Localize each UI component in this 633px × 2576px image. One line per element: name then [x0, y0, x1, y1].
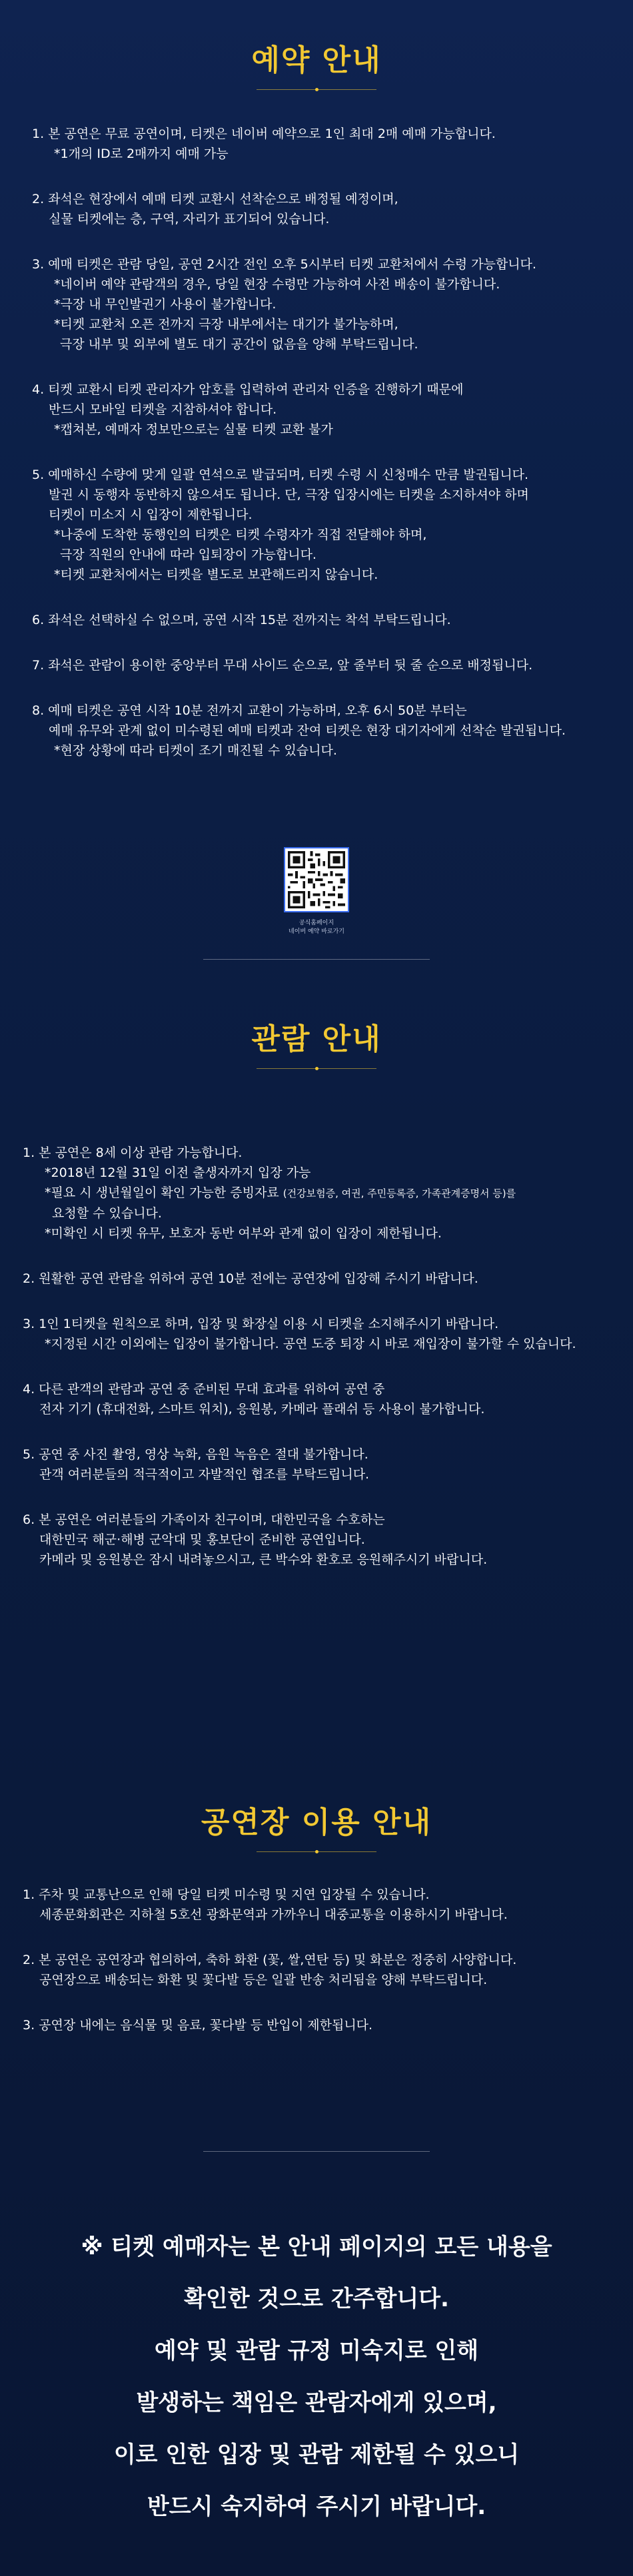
list-item: 2. 원활한 공연 관람을 위하여 공연 10분 전에는 공연장에 입장해 주시기 바랍니다. — [23, 1271, 478, 1286]
reservation-title: 예약 안내 — [251, 43, 382, 77]
list-item: 2. 좌석은 현장에서 예매 티켓 교환시 선착순으로 배정될 예정이며, 실물 티켓에는 층, 구역, 자리가 표기되어 있습니다. — [32, 192, 398, 226]
list-item: 6. 본 공연은 여러분들의 가족이자 친구이며, 대한민국을 수호하는 대한민국 해군·해병 군악대 및 홍보단이 준비한 공연입니다. 카메라 및 응원봉은 잠시 내려놓으시고, 큰 박수와 환호로 응원해주시기 바랍니다. — [23, 1512, 488, 1567]
list-item: 7. 좌석은 관람이 용이한 중앙부터 무대 사이드 순으로, 앞 줄부터 뒷 줄 순으로 배정됩니다. — [32, 658, 533, 673]
notice-line: 발생하는 책임은 관람자에게 있으며, — [136, 2390, 497, 2416]
list-item: 3. 공연장 내에는 음식물 및 음료, 꽃다발 등 반입이 제한됩니다. — [23, 2018, 373, 2033]
notice-line: 이로 인한 입장 및 관람 제한될 수 있으니 — [113, 2441, 520, 2468]
viewing-header — [0, 1015, 633, 1069]
notice-line: 확인한 것으로 간주합니다. — [184, 2286, 449, 2312]
title-divider — [257, 1068, 376, 1069]
qr-caption-line: 네이버 예약 바로가기 — [289, 928, 344, 935]
qr-block[interactable] — [284, 847, 349, 936]
list-item: 5. 예매하신 수량에 맞게 일괄 연석으로 발급되며, 티켓 수령 시 신청매수 만큼 발권됩니다. 발권 시 동행자 동반하지 않으셔도 됩니다. 단, 극장 입장시에는 티켓을 소지하셔야 하며 티켓이 미소지 시 입장이 제한됩니다. *나중에 도착한 동행인의 티켓은 티켓 수령자가 직접 전달해야 하며, 극장 직원의 안내에 따라 입퇴장이 가능합니다. *티켓 교환처에서는 티켓을 별도로 보관해드리지 않습니다. — [32, 468, 529, 582]
venue-header — [0, 1798, 633, 1852]
list-item: 4. 티켓 교환시 티켓 관리자가 암호를 입력하여 관리자 인증을 진행하기 때문에 반드시 모바일 티켓을 지참하셔야 합니다. *캡쳐본, 예매자 정보만으로는 실물 티켓 교환 불가 — [32, 382, 464, 437]
reservation-header — [0, 36, 633, 90]
final-notice — [0, 2221, 633, 2533]
reservation-list — [32, 124, 566, 786]
qr-code-icon[interactable] — [284, 847, 349, 912]
section-divider — [203, 2151, 430, 2152]
list-item: 1. 주차 및 교통난으로 인해 당일 티켓 미수령 및 지연 입장될 수 있습니다. 세종문화회관은 지하철 5호선 광화문역과 가까우니 대중교통을 이용하시기 바랍니다. — [23, 1887, 508, 1922]
list-item: 4. 다른 관객의 관람과 공연 중 준비된 무대 효과를 위하여 공연 중 전자 기기 (휴대전화, 스마트 워치), 응원봉, 카메라 플래쉬 등 사용이 불가합니다. — [23, 1382, 485, 1417]
title-divider — [257, 89, 376, 90]
notice-line: 예약 및 관람 규정 미숙지로 인해 — [154, 2338, 479, 2364]
list-item: 6. 좌석은 선택하실 수 없으며, 공연 시작 15분 전까지는 착석 부탁드립니다. — [32, 613, 451, 627]
viewing-title: 관람 안내 — [251, 1022, 382, 1056]
list-item: 5. 공연 중 사진 촬영, 영상 녹화, 음원 녹음은 절대 불가합니다. 관객 여러분들의 적극적이고 자발적인 협조를 부탁드립니다. — [23, 1447, 370, 1482]
venue-title: 공연장 이용 안내 — [201, 1805, 432, 1839]
viewing-list — [23, 1143, 576, 1595]
list-item: 1. 본 공연은 8세 이상 관람 가능합니다. *2018년 12월 31일 이전 출생자까지 입장 가능 *필요 시 생년월일이 확인 가능한 증빙자료 (건강보험증, 여권, 주민등록증, 가족관계증명서 등)를 요청할 수 있습니다. *미확인 시 티켓 유무, 보호자 동반 여부와 관계 없이 입장이 제한됩니다. — [23, 1145, 516, 1241]
section-divider — [203, 959, 430, 960]
list-item: 2. 본 공연은 공연장과 협의하여, 축하 화환 (꽃, 쌀,연탄 등) 및 화분은 정중히 사양합니다. 공연장으로 배송되는 화환 및 꽃다발 등은 일괄 반송 처리됨을 양해 부탁드립니다. — [23, 1953, 517, 1987]
notice-line: 반드시 숙지하여 주시기 바랍니다. — [147, 2493, 486, 2520]
list-item: 3. 예매 티켓은 관람 당일, 공연 2시간 전인 오후 5시부터 티켓 교환처에서 수령 가능합니다. *네이버 예약 관람객의 경우, 당일 현장 수령만 가능하여 사전 배송이 불가합니다. *극장 내 무인발권기 사용이 불가합니다. *티켓 교환처 오픈 전까지 극장 내부에서는 대기가 불가능하며, 극장 내부 및 외부에 별도 대기 공간이 없음을 양해 부탁드립니다. — [32, 257, 536, 352]
qr-caption-line: 공식홈페이지 — [299, 920, 334, 926]
list-item: 1. 본 공연은 무료 공연이며, 티켓은 네이버 예약으로 1인 최대 2매 예매 가능합니다. *1개의 ID로 2매까지 예매 가능 — [32, 127, 496, 161]
title-divider — [257, 1851, 376, 1852]
list-item: 3. 1인 1티켓을 원칙으로 하며, 입장 및 화장실 이용 시 티켓을 소지해주시기 바랍니다. *지정된 시간 이외에는 입장이 불가합니다. 공연 도중 퇴장 시 바로 재입장이 불가할 수 있습니다. — [23, 1317, 576, 1351]
notice-line: ※ 티켓 예매자는 본 안내 페이지의 모든 내용을 — [81, 2234, 552, 2260]
venue-list — [23, 1885, 516, 2061]
list-item: 8. 예매 티켓은 공연 시작 10분 전까지 교환이 가능하며, 오후 6시 50분 부터는 예매 유무와 관계 없이 미수령된 예매 티켓과 잔여 티켓은 현장 대기자에게 선착순 발권됩니다. *현장 상황에 따라 티켓이 조기 매진될 수 있습니다. — [32, 703, 566, 758]
